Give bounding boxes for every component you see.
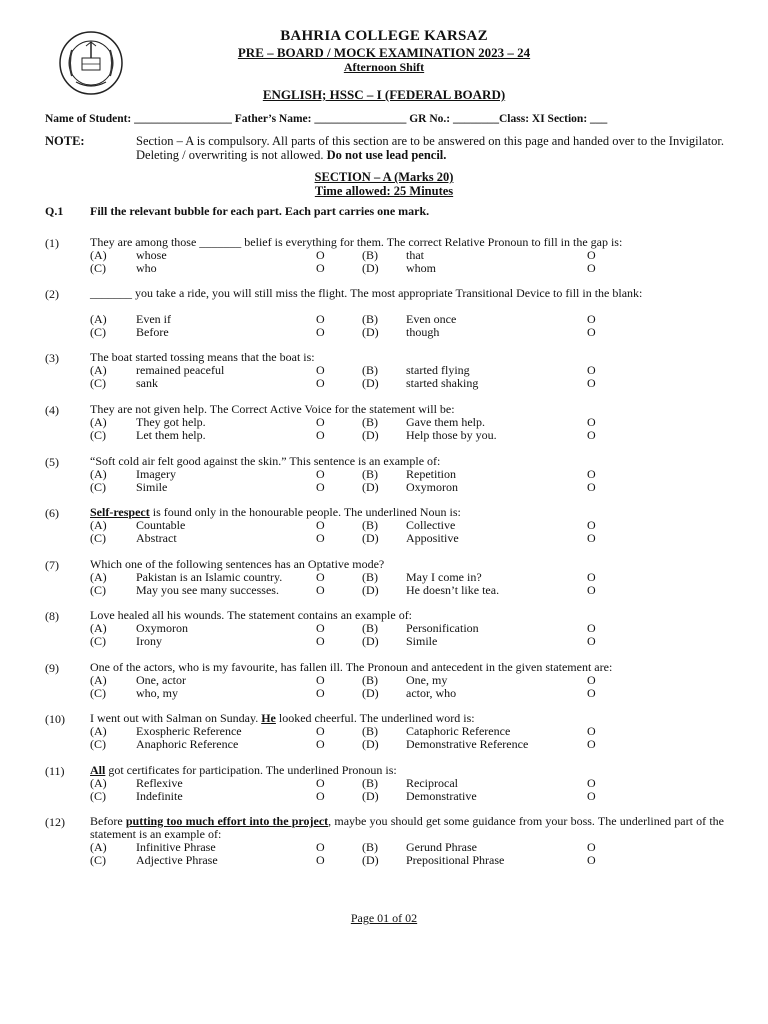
answer-bubble[interactable]: O bbox=[316, 248, 325, 262]
option-text: whom bbox=[406, 261, 436, 275]
option-text: Demonstrative Reference bbox=[406, 737, 529, 751]
question-number: (9) bbox=[45, 661, 59, 675]
question-text-part: _______ you take a ride, you will still miss the flight. The most appropriate Transitional Device to fill in the blank: bbox=[90, 286, 643, 300]
option-letter: (D) bbox=[362, 634, 379, 648]
question-text bbox=[90, 815, 724, 840]
answer-bubble[interactable]: O bbox=[316, 621, 325, 635]
option-letter: (A) bbox=[90, 570, 107, 584]
answer-bubble[interactable]: O bbox=[587, 428, 596, 442]
question-text-part: , maybe you should get some guidance from your boss. The underlined part of the statement is an example of: bbox=[90, 814, 724, 841]
college-name: BAHRIA COLLEGE KARSAZ bbox=[280, 28, 488, 44]
answer-bubble[interactable]: O bbox=[316, 376, 325, 390]
answer-bubble[interactable]: O bbox=[587, 415, 596, 429]
answer-bubble[interactable]: O bbox=[316, 480, 325, 494]
option-letter: (D) bbox=[362, 376, 379, 390]
answer-bubble[interactable]: O bbox=[587, 621, 596, 635]
option-letter: (A) bbox=[90, 363, 107, 377]
answer-bubble[interactable]: O bbox=[316, 518, 325, 532]
answer-bubble[interactable]: O bbox=[587, 325, 596, 339]
answer-bubble[interactable]: O bbox=[316, 312, 325, 326]
answer-bubble[interactable]: O bbox=[316, 363, 325, 377]
option-letter: (D) bbox=[362, 261, 379, 275]
question-number: (8) bbox=[45, 609, 59, 623]
question-text bbox=[90, 455, 724, 468]
answer-bubble[interactable]: O bbox=[316, 634, 325, 648]
answer-bubble[interactable]: O bbox=[316, 583, 325, 597]
option-letter: (C) bbox=[90, 737, 106, 751]
option-letter: (C) bbox=[90, 634, 106, 648]
option-text: started flying bbox=[406, 363, 470, 377]
answer-bubble[interactable]: O bbox=[316, 724, 325, 738]
answer-bubble[interactable]: O bbox=[587, 376, 596, 390]
section-title: SECTION – A (Marks 20) bbox=[314, 170, 454, 184]
option-text: Reflexive bbox=[136, 776, 183, 790]
question-number: (2) bbox=[45, 287, 59, 301]
option-text: sank bbox=[136, 376, 158, 390]
answer-bubble[interactable]: O bbox=[587, 570, 596, 584]
question-number: (10) bbox=[45, 712, 65, 726]
option-text: who bbox=[136, 261, 157, 275]
option-letter: (A) bbox=[90, 248, 107, 262]
question-text bbox=[90, 609, 724, 622]
answer-bubble[interactable]: O bbox=[316, 737, 325, 751]
option-text: Simile bbox=[136, 480, 168, 494]
option-text: who, my bbox=[136, 686, 178, 700]
option-text: One, actor bbox=[136, 673, 186, 687]
option-text: May I come in? bbox=[406, 570, 482, 584]
exam-shift: Afternoon Shift bbox=[343, 60, 425, 74]
option-letter: (C) bbox=[90, 853, 106, 867]
option-text: Oxymoron bbox=[136, 621, 188, 635]
answer-bubble[interactable]: O bbox=[316, 840, 325, 854]
option-letter: (D) bbox=[362, 325, 379, 339]
question-text-part: They are among those _______ belief is everything for them. The correct Relative Pronoun to fill in the gap is: bbox=[90, 235, 623, 249]
option-letter: (D) bbox=[362, 737, 379, 751]
option-text: Anaphoric Reference bbox=[136, 737, 239, 751]
option-letter: (C) bbox=[90, 583, 106, 597]
note-body: Section – A is compulsory. All parts of this section are to be answered on this page and handed over to the Invigilator. Deleting / overwriting is not allowed. bbox=[136, 134, 724, 162]
option-letter: (D) bbox=[362, 853, 379, 867]
option-text: He doesn’t like tea. bbox=[406, 583, 500, 597]
question-number: (11) bbox=[45, 764, 65, 778]
question-underlined: Self-respect bbox=[90, 505, 150, 519]
question-text-part: Before bbox=[90, 814, 126, 828]
option-letter: (D) bbox=[362, 583, 379, 597]
option-text: Pakistan is an Islamic country. bbox=[136, 570, 283, 584]
option-letter: (B) bbox=[362, 415, 378, 429]
option-text: Appositive bbox=[406, 531, 459, 545]
option-text: started shaking bbox=[406, 376, 479, 390]
option-text: though bbox=[406, 325, 440, 339]
option-letter: (A) bbox=[90, 673, 107, 687]
question-text-part: is found only in the honourable people. The underlined Noun is: bbox=[149, 505, 461, 519]
answer-bubble[interactable]: O bbox=[587, 686, 596, 700]
answer-bubble[interactable]: O bbox=[587, 789, 596, 803]
question-number: (1) bbox=[45, 236, 59, 250]
answer-bubble[interactable]: O bbox=[587, 737, 596, 751]
option-text: Prepositional Phrase bbox=[406, 853, 505, 867]
option-letter: (C) bbox=[90, 376, 106, 390]
option-text: Adjective Phrase bbox=[136, 853, 218, 867]
section-time: Time allowed: 25 Minutes bbox=[314, 184, 454, 198]
option-letter: (A) bbox=[90, 621, 107, 635]
option-text: that bbox=[406, 248, 424, 262]
option-text: Imagery bbox=[136, 467, 176, 481]
option-text: Repetition bbox=[406, 467, 456, 481]
question-text bbox=[90, 558, 724, 571]
question-underlined: He bbox=[261, 711, 276, 725]
question-number: (5) bbox=[45, 455, 59, 469]
question-number: (6) bbox=[45, 506, 59, 520]
answer-bubble[interactable]: O bbox=[587, 248, 596, 262]
option-text: Reciprocal bbox=[406, 776, 458, 790]
option-text: Abstract bbox=[136, 531, 177, 545]
question-text-part: They are not given help. The Correct Active Voice for the statement will be: bbox=[90, 402, 455, 416]
option-letter: (B) bbox=[362, 570, 378, 584]
question-number: (7) bbox=[45, 558, 59, 572]
option-text: They got help. bbox=[136, 415, 206, 429]
option-letter: (A) bbox=[90, 840, 107, 854]
question-text-part: looked cheerful. The underlined word is: bbox=[275, 711, 475, 725]
answer-bubble[interactable]: O bbox=[316, 261, 325, 275]
answer-bubble[interactable]: O bbox=[587, 853, 596, 867]
question-underlined: putting too much effort into the project bbox=[125, 814, 329, 828]
option-text: actor, who bbox=[406, 686, 457, 700]
option-text: Oxymoron bbox=[406, 480, 458, 494]
question-text-part: The boat started tossing means that the boat is: bbox=[90, 350, 315, 364]
question-number: (3) bbox=[45, 351, 59, 365]
option-letter: (B) bbox=[362, 724, 378, 738]
answer-bubble[interactable]: O bbox=[316, 789, 325, 803]
answer-bubble[interactable]: O bbox=[587, 724, 596, 738]
answer-bubble[interactable]: O bbox=[587, 261, 596, 275]
page-number: Page 01 of 02 bbox=[350, 911, 418, 925]
option-letter: (A) bbox=[90, 312, 107, 326]
answer-bubble[interactable]: O bbox=[316, 776, 325, 790]
option-letter: (B) bbox=[362, 248, 378, 262]
option-text: Even if bbox=[136, 312, 171, 326]
question-text-part: I went out with Salman on Sunday. bbox=[90, 711, 262, 725]
option-text: May you see many successes. bbox=[136, 583, 279, 597]
q1-label: Q.1 bbox=[45, 204, 64, 218]
answer-bubble[interactable]: O bbox=[587, 634, 596, 648]
question-number: (12) bbox=[45, 815, 65, 829]
option-letter: (C) bbox=[90, 531, 106, 545]
answer-bubble[interactable]: O bbox=[316, 853, 325, 867]
question-text-part: “Soft cold air felt good against the skin.” This sentence is an example of: bbox=[90, 454, 441, 468]
question-text bbox=[90, 351, 724, 364]
option-text: Demonstrative bbox=[406, 789, 477, 803]
option-text: Countable bbox=[136, 518, 186, 532]
option-letter: (B) bbox=[362, 312, 378, 326]
option-letter: (D) bbox=[362, 789, 379, 803]
answer-bubble[interactable]: O bbox=[587, 840, 596, 854]
answer-bubble[interactable]: O bbox=[587, 776, 596, 790]
answer-bubble[interactable]: O bbox=[316, 673, 325, 687]
option-letter: (B) bbox=[362, 673, 378, 687]
option-letter: (D) bbox=[362, 686, 379, 700]
option-letter: (B) bbox=[362, 518, 378, 532]
option-letter: (D) bbox=[362, 480, 379, 494]
question-text bbox=[90, 506, 724, 519]
note-text bbox=[136, 134, 724, 162]
option-letter: (C) bbox=[90, 789, 106, 803]
option-text: Indefinite bbox=[136, 789, 183, 803]
option-text: Collective bbox=[406, 518, 456, 532]
answer-bubble[interactable]: O bbox=[587, 518, 596, 532]
answer-bubble[interactable]: O bbox=[587, 583, 596, 597]
note-bold: Do not use lead pencil. bbox=[326, 148, 447, 162]
answer-bubble[interactable]: O bbox=[316, 415, 325, 429]
subject-title: ENGLISH; HSSC – I (FEDERAL BOARD) bbox=[262, 87, 506, 102]
question-number: (4) bbox=[45, 403, 59, 417]
question-underlined: All bbox=[90, 763, 106, 777]
answer-bubble[interactable]: O bbox=[587, 531, 596, 545]
answer-bubble[interactable]: O bbox=[587, 312, 596, 326]
option-text: remained peaceful bbox=[136, 363, 225, 377]
option-letter: (D) bbox=[362, 531, 379, 545]
option-letter: (A) bbox=[90, 467, 107, 481]
option-letter: (A) bbox=[90, 415, 107, 429]
option-text: Gave them help. bbox=[406, 415, 485, 429]
option-text: Personification bbox=[406, 621, 479, 635]
answer-bubble[interactable]: O bbox=[587, 673, 596, 687]
answer-bubble[interactable]: O bbox=[316, 531, 325, 545]
option-letter: (B) bbox=[362, 621, 378, 635]
option-letter: (A) bbox=[90, 724, 107, 738]
option-letter: (A) bbox=[90, 518, 107, 532]
option-letter: (B) bbox=[362, 840, 378, 854]
option-text: Infinitive Phrase bbox=[136, 840, 216, 854]
option-letter: (C) bbox=[90, 428, 106, 442]
question-text bbox=[90, 712, 724, 725]
option-text: One, my bbox=[406, 673, 448, 687]
answer-bubble[interactable]: O bbox=[587, 363, 596, 377]
question-text-part: Which one of the following sentences has an Optative mode? bbox=[90, 557, 385, 571]
question-text bbox=[90, 661, 724, 674]
option-letter: (C) bbox=[90, 325, 106, 339]
q1-instruction: Fill the relevant bubble for each part. Each part carries one mark. bbox=[90, 204, 430, 218]
option-text: Exospheric Reference bbox=[136, 724, 242, 738]
answer-bubble[interactable]: O bbox=[316, 570, 325, 584]
answer-bubble[interactable]: O bbox=[316, 428, 325, 442]
option-text: Cataphoric Reference bbox=[406, 724, 511, 738]
option-letter: (B) bbox=[362, 467, 378, 481]
option-letter: (B) bbox=[362, 363, 378, 377]
option-letter: (A) bbox=[90, 776, 107, 790]
option-letter: (C) bbox=[90, 261, 106, 275]
answer-bubble[interactable]: O bbox=[587, 467, 596, 481]
answer-bubble[interactable]: O bbox=[316, 325, 325, 339]
question-text-part: got certificates for participation. The underlined Pronoun is: bbox=[105, 763, 397, 777]
option-text: Even once bbox=[406, 312, 457, 326]
answer-bubble[interactable]: O bbox=[316, 686, 325, 700]
option-text: Gerund Phrase bbox=[406, 840, 477, 854]
answer-bubble[interactable]: O bbox=[587, 480, 596, 494]
option-letter: (D) bbox=[362, 428, 379, 442]
question-text-part: One of the actors, who is my favourite, has fallen ill. The Pronoun and antecedent in the given statement are: bbox=[90, 660, 613, 674]
option-letter: (C) bbox=[90, 686, 106, 700]
exam-title: PRE – BOARD / MOCK EXAMINATION 2023 – 24 bbox=[237, 45, 531, 60]
option-text: Irony bbox=[136, 634, 162, 648]
option-text: whose bbox=[136, 248, 167, 262]
option-letter: (B) bbox=[362, 776, 378, 790]
question-text bbox=[90, 764, 724, 777]
option-text: Let them help. bbox=[136, 428, 206, 442]
note-label: NOTE: bbox=[45, 134, 85, 148]
question-text bbox=[90, 287, 724, 300]
student-info-line: Name of Student: _________________ Father’s Name: ________________ GR No.: ________Class: XI Section: ___ bbox=[45, 113, 608, 125]
question-text-part: Love healed all his wounds. The statement contains an example of: bbox=[90, 608, 413, 622]
question-text bbox=[90, 403, 724, 416]
option-text: Help those by you. bbox=[406, 428, 497, 442]
answer-bubble[interactable]: O bbox=[316, 467, 325, 481]
option-text: Simile bbox=[406, 634, 438, 648]
question-text bbox=[90, 236, 724, 249]
option-text: Before bbox=[136, 325, 169, 339]
option-letter: (C) bbox=[90, 480, 106, 494]
